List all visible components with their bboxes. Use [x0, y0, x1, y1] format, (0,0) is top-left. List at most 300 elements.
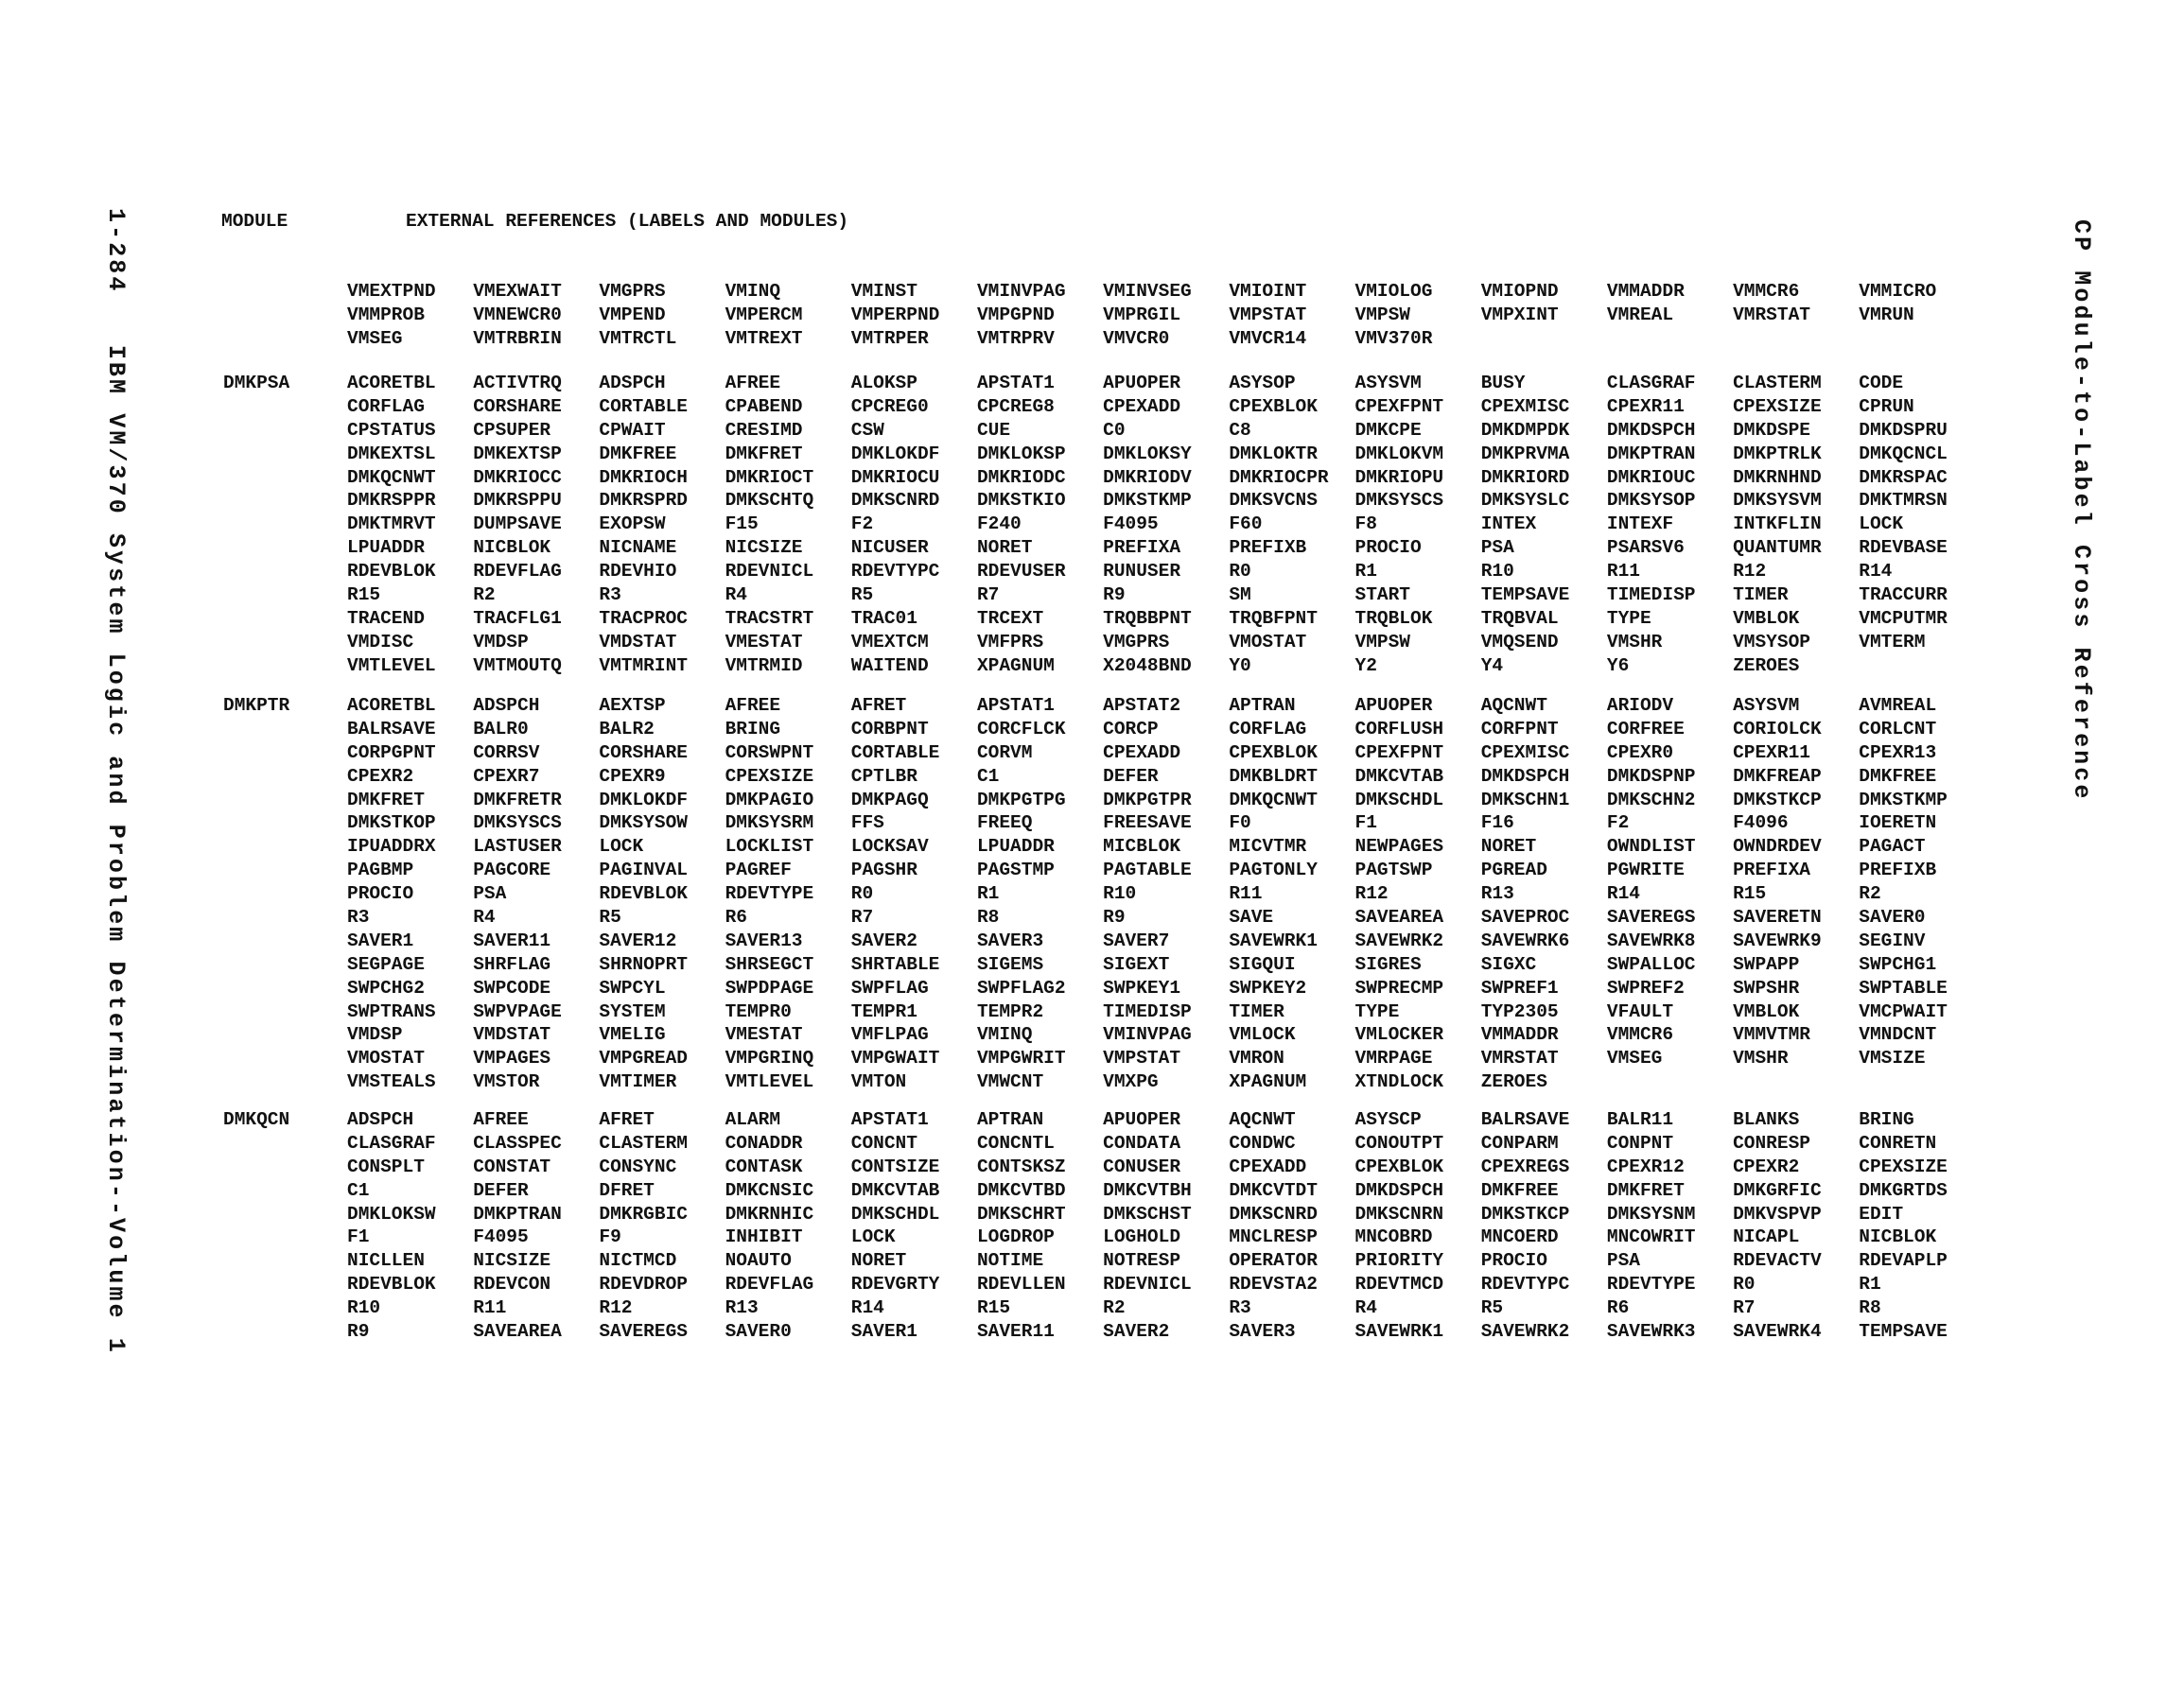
reference-name: PAGTONLY [1229, 860, 1318, 881]
reference-name: NORET [1480, 836, 1537, 858]
reference-name: SWPKEY1 [1103, 977, 1181, 999]
reference-name: AVMREAL [1859, 695, 1937, 716]
reference-name: CPEXR12 [1606, 1156, 1685, 1177]
reference-name: PROCIO [347, 883, 414, 905]
reference-name: PROCIO [1354, 537, 1422, 559]
reference-name: VMINVPAG [1103, 1024, 1192, 1046]
reference-name: CONRETN [1859, 1132, 1937, 1154]
reference-name: DMKQCNWT [347, 466, 436, 488]
reference-name: DMKFREE [1480, 1179, 1559, 1201]
reference-name: RDEVFLAG [473, 561, 562, 583]
reference-name: DMKCVTBH [1103, 1179, 1192, 1201]
reference-name: CONDWC [1229, 1132, 1296, 1154]
reference-name: DMKRIOCT [725, 466, 814, 488]
reference-name: TRQBFPNT [1229, 607, 1318, 629]
reference-name: PSA [1606, 1250, 1640, 1272]
reference-name: CORRSV [473, 741, 540, 763]
reference-name: DFRET [599, 1179, 655, 1201]
reference-name: RDEVTYPC [850, 561, 940, 583]
reference-name: RDEVTYPE [1606, 1274, 1696, 1296]
reference-name: CPCREG8 [976, 395, 1055, 417]
reference-name: R1 [976, 883, 1000, 905]
reference-name: CPEXBLOK [1354, 1156, 1444, 1177]
reference-name: PAGSTMP [976, 860, 1055, 881]
reference-name: CPEXFPNT [1354, 395, 1444, 417]
reference-name: NEWPAGES [1354, 836, 1444, 858]
reference-name: CUE [976, 419, 1011, 441]
reference-name: SWPKEY2 [1229, 977, 1307, 999]
reference-name: R14 [1606, 883, 1640, 905]
reference-name: VMMADDR [1606, 281, 1685, 302]
reference-name: DMKFREAP [1733, 765, 1822, 787]
reference-name: SHRFLAG [473, 953, 551, 975]
reference-name: DMKRIOCPR [1229, 466, 1329, 488]
reference-name: DMKSVCNS [1229, 490, 1318, 512]
reference-name: F2 [850, 513, 874, 535]
reference-name: CPEXR2 [347, 765, 414, 787]
column-header-external-references: EXTERNAL REFERENCES (LABELS AND MODULES) [406, 211, 849, 232]
reference-name: SEGPAGE [347, 953, 425, 975]
reference-name: DMKGRTDS [1859, 1179, 1948, 1201]
reference-name: CPEXR0 [1606, 741, 1674, 763]
reference-name: SAVEREGS [1606, 907, 1696, 929]
reference-name: DMKEXTSL [347, 443, 436, 464]
reference-name: LOCK [1859, 513, 1904, 535]
reference-name: R15 [347, 584, 381, 606]
reference-name: SM [1229, 584, 1251, 606]
reference-name: CONTSIZE [850, 1156, 940, 1177]
reference-name: RDEVTMCD [1354, 1274, 1444, 1296]
reference-name: ADSPCH [473, 695, 540, 716]
reference-name: VMINVPAG [976, 281, 1066, 302]
reference-name: SAVER2 [850, 930, 917, 951]
reference-name: DMKPTRLK [1733, 443, 1822, 464]
reference-name: DMKSCNRD [850, 490, 940, 512]
reference-name: SAVE [1229, 907, 1274, 929]
reference-name: CPEXR9 [599, 765, 666, 787]
reference-name: DMKTMRVT [347, 513, 436, 535]
reference-name: SAVER12 [599, 930, 677, 951]
reference-name: FFS [850, 812, 884, 834]
reference-name: PAGBMP [347, 860, 414, 881]
reference-name: DMKSTKIO [976, 490, 1066, 512]
reference-name: CPEXADD [1103, 741, 1181, 763]
reference-name: SAVEWRK6 [1480, 930, 1570, 951]
reference-name: SAVEWRK1 [1229, 930, 1318, 951]
reference-name: DMKRIODC [976, 466, 1066, 488]
reference-name: R3 [599, 584, 621, 606]
reference-name: R3 [347, 907, 370, 929]
reference-name: DMKPAGIO [725, 789, 814, 810]
reference-name: VMPSW [1354, 304, 1411, 325]
reference-name: CORFLAG [347, 395, 425, 417]
reference-name: RDEVNICL [725, 561, 814, 583]
reference-name: ACTIVTRQ [473, 373, 562, 393]
reference-name: R8 [1859, 1297, 1881, 1319]
reference-name: R12 [1733, 561, 1767, 583]
reference-name: DMKRIOUC [1606, 466, 1696, 488]
reference-name: CORSWPNT [725, 741, 814, 763]
reference-name: RDEVBLOK [347, 1274, 436, 1296]
reference-name: VMINQ [725, 281, 781, 302]
reference-name: AQCNWT [1229, 1109, 1296, 1130]
reference-name: DMKPGTPR [1103, 789, 1192, 810]
reference-name: DMKLOKVM [1354, 443, 1444, 464]
reference-name: NOTIME [976, 1250, 1044, 1272]
reference-name: DMKSTKOP [347, 812, 436, 834]
reference-name: QUANTUMR [1733, 537, 1822, 559]
reference-name: BALRSAVE [1480, 1109, 1570, 1130]
reference-name: TRCEXT [976, 607, 1044, 629]
reference-name: CORTABLE [599, 395, 688, 417]
reference-name: LASTUSER [473, 836, 562, 858]
reference-name: R2 [1859, 883, 1881, 905]
reference-name: TRACFLG1 [473, 607, 562, 629]
reference-name: VMBLOK [1733, 1000, 1800, 1022]
reference-name: VMSEG [347, 327, 403, 349]
reference-name: CORIOLCK [1733, 718, 1822, 739]
reference-name: INTEXF [1606, 513, 1674, 535]
reference-name: SWPFLAG2 [976, 977, 1066, 999]
reference-name: VMTLEVEL [347, 654, 436, 676]
reference-name: VFAULT [1606, 1000, 1674, 1022]
reference-name: TYPE [1354, 1000, 1400, 1022]
reference-name: DMKPGTPG [976, 789, 1066, 810]
reference-name: R6 [1606, 1297, 1630, 1319]
reference-name: DMKRNHND [1733, 466, 1822, 488]
reference-name: RDEVBLOK [599, 883, 688, 905]
reference-name: AFREE [473, 1109, 529, 1130]
reference-name: TRACEND [347, 607, 425, 629]
reference-name: VMPEND [599, 304, 666, 325]
reference-name: SWPCODE [473, 977, 551, 999]
reference-name: VMMICRO [1859, 281, 1937, 302]
reference-name: VMMCR6 [1606, 1024, 1674, 1046]
reference-name: VMSHR [1606, 631, 1663, 652]
reference-name: START [1354, 584, 1411, 606]
reference-name: PREFIXB [1859, 860, 1937, 881]
reference-name: TIMEDISP [1606, 584, 1696, 606]
reference-name: SWPCHG2 [347, 977, 425, 999]
reference-name: IOERETN [1859, 812, 1937, 834]
reference-name: DMKRSPAC [1859, 466, 1948, 488]
reference-name: PREFIXA [1733, 860, 1810, 881]
reference-name: CORLCNT [1859, 718, 1937, 739]
reference-name: Y0 [1229, 654, 1251, 676]
reference-name: TIMER [1229, 1000, 1284, 1022]
reference-name: F2 [1606, 812, 1630, 834]
reference-name: VMTRPER [850, 327, 929, 349]
reference-name: VMPGRINQ [725, 1048, 814, 1070]
reference-name: TYPE [1606, 607, 1651, 629]
reference-name: CONPNT [1606, 1132, 1674, 1154]
reference-name: VMPAGES [473, 1048, 551, 1070]
reference-name: C8 [1229, 419, 1251, 441]
reference-name: DMKRIOPU [1354, 466, 1444, 488]
reference-name: DMKPRVMA [1480, 443, 1570, 464]
reference-name: SAVEAREA [1354, 907, 1444, 929]
reference-name: PGWRITE [1606, 860, 1685, 881]
reference-name: CORFREE [1606, 718, 1685, 739]
reference-name: TEMPR0 [725, 1000, 792, 1022]
reference-name: CPABEND [725, 395, 803, 417]
reference-name: NICNAME [599, 537, 677, 559]
reference-name: CONADDR [725, 1132, 803, 1154]
reference-name: DMKSTKCP [1480, 1203, 1570, 1225]
reference-name: PREFIXB [1229, 537, 1307, 559]
reference-name: VMPGWAIT [850, 1048, 940, 1070]
reference-name: RDEVHIO [599, 561, 677, 583]
reference-name: R2 [1103, 1297, 1126, 1319]
reference-name: X2048BND [1103, 654, 1192, 676]
reference-name: OWNDRDEV [1733, 836, 1822, 858]
reference-name: PAGTABLE [1103, 860, 1192, 881]
reference-name: VMIOLOG [1354, 281, 1433, 302]
reference-name: TRACCURR [1859, 584, 1948, 606]
reference-name: PAGACT [1859, 836, 1926, 858]
reference-name: VMCPUTMR [1859, 607, 1948, 629]
reference-name: VMEXTPND [347, 281, 436, 302]
reference-name: CORFPNT [1480, 718, 1559, 739]
reference-name: VMESTAT [725, 631, 803, 652]
reference-name: ZEROES [1480, 1071, 1547, 1093]
reference-name: VMXPG [1103, 1071, 1159, 1093]
reference-name: VMPGWRIT [976, 1048, 1066, 1070]
reference-name: R12 [1354, 883, 1389, 905]
reference-name: R13 [725, 1297, 759, 1319]
reference-name: VMGPRS [1103, 631, 1170, 652]
reference-name: LOCK [850, 1226, 896, 1248]
reference-name: VMMCR6 [1733, 281, 1800, 302]
reference-name: R11 [1229, 883, 1263, 905]
reference-name: RUNUSER [1103, 561, 1181, 583]
reference-name: CONSPLT [347, 1156, 425, 1177]
reference-name: VMMPROB [347, 304, 425, 325]
reference-name: R15 [1733, 883, 1767, 905]
reference-name: RDEVACTV [1733, 1250, 1822, 1272]
reference-name: VMTRMID [725, 654, 803, 676]
reference-name: CONCNT [850, 1132, 917, 1154]
reference-name: DMKLOKTR [1229, 443, 1318, 464]
reference-name: DMKSYSOP [1606, 490, 1696, 512]
reference-name: NICBLOK [473, 537, 551, 559]
reference-name: RDEVGRTY [850, 1274, 940, 1296]
reference-name: VMNDCNT [1859, 1024, 1937, 1046]
reference-name: CLASGRAF [1606, 373, 1696, 393]
reference-name: RDEVNICL [1103, 1274, 1192, 1296]
reference-name: DMKSYSVM [1733, 490, 1822, 512]
reference-name: DMKGRFIC [1733, 1179, 1822, 1201]
reference-name: DMKBLDRT [1229, 765, 1318, 787]
reference-name: MICVTMR [1229, 836, 1307, 858]
reference-name: AEXTSP [599, 695, 666, 716]
reference-name: DMKLOKDF [599, 789, 688, 810]
reference-name: BALR11 [1606, 1109, 1674, 1130]
reference-name: DMKFRETR [473, 789, 562, 810]
reference-name: CORCP [1103, 718, 1159, 739]
reference-name: APTRAN [976, 1109, 1044, 1130]
reference-name-grid [347, 372, 1984, 678]
reference-name: DMKCPE [1354, 419, 1422, 441]
reference-name: BRING [725, 718, 781, 739]
reference-name: DEFER [1103, 765, 1159, 787]
reference-name: CPEXSIZE [1733, 395, 1822, 417]
reference-name: NORET [976, 537, 1033, 559]
module-name: DMKPSA [223, 373, 290, 393]
reference-name: DMKSTKMP [1859, 789, 1948, 810]
reference-name: SAVER1 [850, 1321, 917, 1343]
reference-name: EDIT [1859, 1203, 1904, 1225]
reference-name: PAGREF [725, 860, 792, 881]
reference-name: TEMPSAVE [1859, 1321, 1948, 1343]
reference-name: DMKSCHN1 [1480, 789, 1570, 810]
reference-name: ALOKSP [850, 373, 917, 393]
reference-name: BLANKS [1733, 1109, 1800, 1130]
reference-name: VMPGREAD [599, 1048, 688, 1070]
reference-name: VMPXINT [1480, 304, 1559, 325]
reference-name: DMKEXTSP [473, 443, 562, 464]
reference-name: VMDSTAT [599, 631, 677, 652]
reference-name: R10 [1103, 883, 1137, 905]
reference-name: DMKDSPCH [1606, 419, 1696, 441]
reference-name: CPTLBR [850, 765, 917, 787]
reference-name: DMKSCHRT [976, 1203, 1066, 1225]
reference-name: VMOSTAT [1229, 631, 1307, 652]
reference-name: SWPRECMP [1354, 977, 1444, 999]
reference-name: RDEVBASE [1859, 537, 1948, 559]
reference-name: VMRSTAT [1480, 1048, 1559, 1070]
reference-name: R4 [1354, 1297, 1377, 1319]
reference-name: NOAUTO [725, 1250, 792, 1272]
reference-name: CPSUPER [473, 419, 551, 441]
reference-name: DMKSCHTQ [725, 490, 814, 512]
reference-name: SYSTEM [599, 1000, 666, 1022]
reference-name: VMIOPND [1480, 281, 1559, 302]
reference-name: CONUSER [1103, 1156, 1181, 1177]
reference-name: R7 [976, 584, 1000, 606]
reference-name: R0 [1733, 1274, 1756, 1296]
reference-name: SWPTRANS [347, 1000, 436, 1022]
reference-name: R3 [1229, 1297, 1251, 1319]
reference-name: F240 [976, 513, 1022, 535]
reference-name: CORCFLCK [976, 718, 1066, 739]
reference-name: TEMPR2 [976, 1000, 1044, 1022]
reference-name: R7 [850, 907, 874, 929]
reference-name: VMTERM [1859, 631, 1926, 652]
reference-name: VMRPAGE [1354, 1048, 1433, 1070]
reference-name: DMKSCHN2 [1606, 789, 1696, 810]
reference-name: VMINVSEG [1103, 281, 1192, 302]
reference-name: DMKRIOCU [850, 466, 940, 488]
reference-name: DMKPTRAN [1606, 443, 1696, 464]
reference-name: CLASGRAF [347, 1132, 436, 1154]
reference-name: DMKRSPRD [599, 490, 688, 512]
reference-name: DMKRSPPU [473, 490, 562, 512]
reference-name: VMTRCTL [599, 327, 677, 349]
reference-name: SWPFLAG [850, 977, 929, 999]
reference-name: R1 [1354, 561, 1377, 583]
module-name: DMKPTR [223, 695, 290, 716]
reference-name: CONPARM [1480, 1132, 1559, 1154]
reference-name: CPEXR13 [1859, 741, 1937, 763]
reference-name: R2 [473, 584, 496, 606]
reference-name: DUMPSAVE [473, 513, 562, 535]
reference-name: SAVER2 [1103, 1321, 1170, 1343]
reference-name: DMKRIODV [1103, 466, 1192, 488]
reference-name: APSTAT1 [850, 1109, 929, 1130]
reference-name: MNCOWRIT [1606, 1226, 1696, 1248]
reference-name: R11 [1606, 561, 1640, 583]
reference-name: ADSPCH [347, 1109, 414, 1130]
reference-name: DMKFREE [599, 443, 677, 464]
reference-name: R8 [976, 907, 1000, 929]
reference-name: SAVER0 [1859, 907, 1926, 929]
reference-name: CPEXMISC [1480, 741, 1570, 763]
reference-name: PRIORITY [1354, 1250, 1444, 1272]
reference-name: CLASTERM [1733, 373, 1822, 393]
reference-name: ACORETBL [347, 373, 436, 393]
reference-name: VMVCR0 [1103, 327, 1170, 349]
reference-name: VMIOINT [1229, 281, 1307, 302]
reference-name: VMDSP [347, 1024, 403, 1046]
reference-name: LPUADDR [347, 537, 425, 559]
reference-name: CPEXR11 [1606, 395, 1685, 417]
reference-name: DMKSYSNM [1606, 1203, 1696, 1225]
reference-name: CPEXR11 [1733, 741, 1810, 763]
reference-name: ASYSCP [1354, 1109, 1422, 1130]
reference-name: SAVEWRK9 [1733, 930, 1822, 951]
reference-name: DMKSTKCP [1733, 789, 1822, 810]
reference-name: VMRON [1229, 1048, 1284, 1070]
reference-name: R5 [1480, 1297, 1504, 1319]
reference-name: RDEVDROP [599, 1274, 688, 1296]
reference-name: RDEVCON [473, 1274, 551, 1296]
reference-name: NICAPL [1733, 1226, 1800, 1248]
reference-name: RDEVLLEN [976, 1274, 1066, 1296]
reference-name: DMKCVTDT [1229, 1179, 1318, 1201]
reference-name: SAVEWRK1 [1354, 1321, 1444, 1343]
reference-name: CPEXSIZE [1859, 1156, 1948, 1177]
reference-name: XPAGNUM [976, 654, 1055, 676]
reference-name: SAVER1 [347, 930, 414, 951]
reference-name: F4096 [1733, 812, 1789, 834]
reference-name: INTKFLIN [1733, 513, 1822, 535]
reference-name: CODE [1859, 373, 1904, 393]
reference-name: VMQSEND [1480, 631, 1559, 652]
reference-name: CORVM [976, 741, 1033, 763]
reference-name: TEMPSAVE [1480, 584, 1570, 606]
reference-name: DMKFRET [1606, 1179, 1685, 1201]
reference-name: OPERATOR [1229, 1250, 1318, 1272]
reference-name: R4 [473, 907, 496, 929]
reference-name: F16 [1480, 812, 1514, 834]
reference-name: BUSY [1480, 373, 1526, 393]
reference-name: R10 [347, 1297, 381, 1319]
reference-name: R9 [1103, 907, 1126, 929]
reference-name: EXOPSW [599, 513, 666, 535]
reference-name: VMSEG [1606, 1048, 1663, 1070]
reference-name: R5 [850, 584, 874, 606]
reference-name: DMKRIOCC [473, 466, 562, 488]
reference-name: DMKDSPNP [1606, 765, 1696, 787]
reference-name: SAVEAREA [473, 1321, 562, 1343]
reference-name: AFREE [725, 695, 781, 716]
reference-name: SAVEWRK2 [1480, 1321, 1570, 1343]
reference-name: RDEVSTA2 [1229, 1274, 1318, 1296]
reference-name: DMKSYSLC [1480, 490, 1570, 512]
reference-name: CONSTAT [473, 1156, 551, 1177]
reference-name: NICSIZE [473, 1250, 551, 1272]
